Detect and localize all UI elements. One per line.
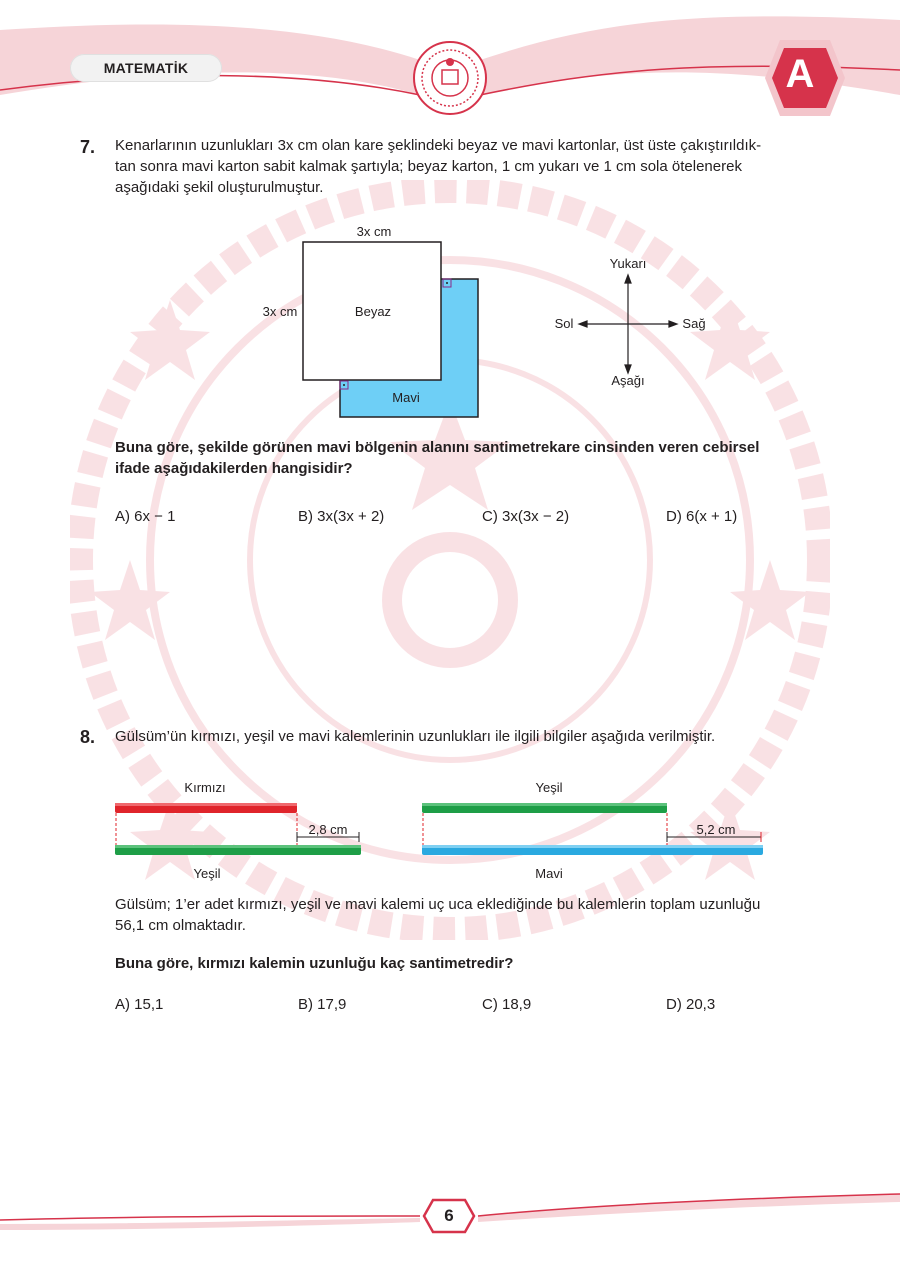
green-pencil-label-left: Yeşil — [193, 866, 221, 881]
question-7-stem-line-1: Kenarlarının uzunlukları 3x cm olan kare şeklindeki beyaz ve mavi kartonlar, üst üste çakıştırıldık- — [115, 137, 762, 154]
booklet-letter: A — [785, 52, 815, 96]
subject-title: MATEMATİK — [70, 54, 222, 82]
ministry-logo-icon — [414, 42, 486, 114]
blue-pencil-label: Mavi — [535, 866, 563, 881]
left-difference-label: 2,8 cm — [308, 822, 348, 837]
question-8-stem: Gülsüm’ün kırmızı, yeşil ve mavi kalemlerinin uzunlukları ile ilgili bilgiler aşağıda verilmiştir. — [115, 728, 716, 745]
page-number: 6 — [444, 1206, 454, 1225]
direction-right-label: Sağ — [682, 316, 706, 331]
question-7-prompt-line-1: Buna göre, şekilde görünen mavi bölgenin alanını santimetrekare cinsinden veren cebirsel — [115, 439, 760, 456]
question-8-number: 8. — [80, 727, 96, 747]
question-7-option-d[interactable]: D) 6(x + 1) — [666, 508, 738, 525]
question-7-option-c[interactable]: C) 3x(3x − 2) — [482, 508, 570, 525]
left-side-label: 3x cm — [262, 304, 298, 319]
question-7-option-a[interactable]: A) 6x − 1 — [115, 508, 176, 525]
red-pencil-label: Kırmızı — [184, 780, 226, 795]
direction-left-label: Sol — [554, 316, 574, 331]
question-7-number: 7. — [80, 137, 96, 157]
question-8-info-line-2: 56,1 cm olmaktadır. — [115, 917, 246, 934]
blue-square-label: Mavi — [392, 390, 420, 405]
right-difference-label: 5,2 cm — [696, 822, 736, 837]
green-pencil-label-right: Yeşil — [535, 780, 563, 795]
question-8-option-b[interactable]: B) 17,9 — [298, 996, 347, 1013]
question-7-option-b[interactable]: B) 3x(3x + 2) — [298, 508, 385, 525]
question-8-option-d[interactable]: D) 20,3 — [666, 996, 716, 1013]
green-pencil-right — [422, 803, 667, 813]
red-pencil — [115, 803, 297, 813]
question-7-prompt-line-2: ifade aşağıdakilerden hangisidir? — [115, 460, 353, 477]
question-8-prompt: Buna göre, kırmızı kalemin uzunluğu kaç santimetredir? — [115, 955, 514, 972]
blue-pencil — [422, 845, 763, 855]
question-7-stem-line-2: tan sonra mavi karton sabit kalmak şartıyla; beyaz karton, 1 cm yukarı ve 1 cm sola ötelenerek — [115, 158, 742, 175]
direction-up-label: Yukarı — [609, 256, 647, 271]
pencils-figure — [110, 795, 770, 865]
top-side-label: 3x cm — [356, 224, 392, 239]
green-pencil-left — [115, 845, 361, 855]
question-8-info-line-1: Gülsüm; 1’er adet kırmızı, yeşil ve mavi kalemi uç uca eklediğinde bu kalemlerin toplam uzunluğu — [115, 896, 761, 913]
question-8-option-a[interactable]: A) 15,1 — [115, 996, 164, 1013]
question-7-stem-line-3: aşağıdaki şekil oluşturulmuştur. — [115, 179, 324, 196]
direction-arrows-icon — [570, 272, 690, 376]
white-square-label: Beyaz — [354, 304, 392, 319]
direction-down-label: Aşağı — [611, 373, 645, 388]
question-8-option-c[interactable]: C) 18,9 — [482, 996, 532, 1013]
